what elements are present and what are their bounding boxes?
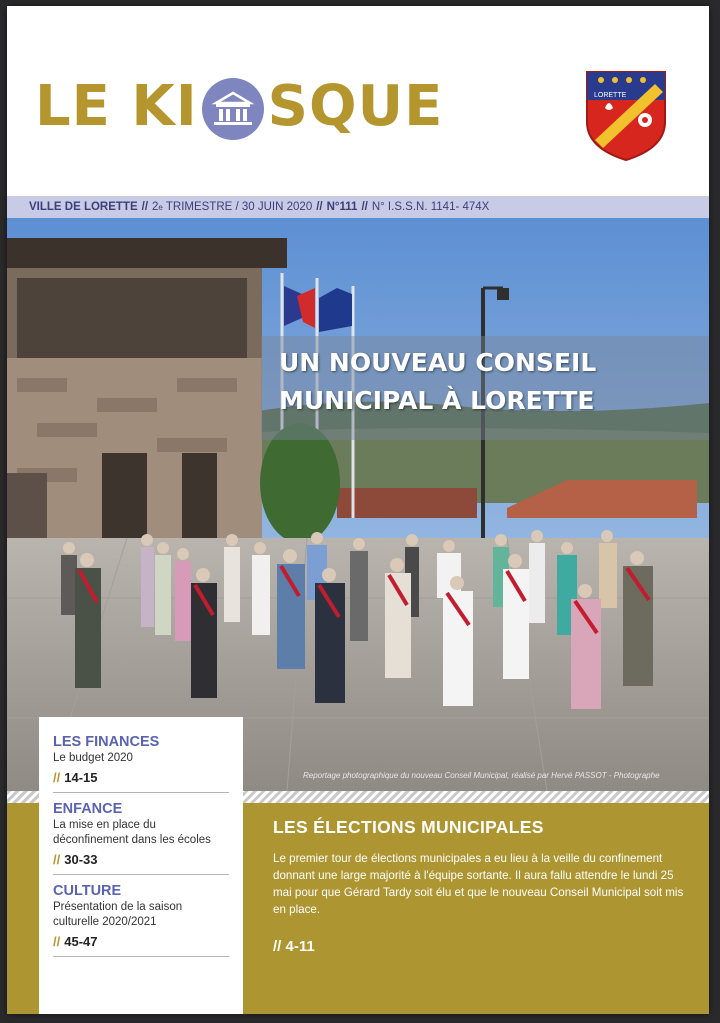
page-range: 4-11: [285, 938, 315, 955]
slash-marker: //: [53, 934, 61, 949]
title-left: LE K: [35, 74, 176, 139]
separator: //: [316, 201, 323, 213]
divider: [53, 956, 229, 957]
feature-title: LES ÉLECTIONS MUNICIPALES: [273, 817, 544, 837]
city-name: VILLE DE LORETTE: [29, 201, 138, 213]
headline-line-2: MUNICIPAL À LORETTE: [279, 386, 595, 415]
issue-info-band: [7, 196, 709, 218]
separator: //: [361, 201, 368, 213]
issn-number: N° I.S.S.N. 1141- 474X: [371, 201, 490, 213]
quarter-number: 2: [152, 201, 159, 213]
crest-icon: [585, 70, 667, 162]
section-pages: [53, 850, 229, 870]
masthead: [7, 6, 709, 196]
section-pages: [53, 768, 229, 788]
cover-headline: [279, 344, 699, 420]
separator: //: [141, 201, 149, 213]
feature-article[interactable]: [273, 816, 693, 955]
divider: [53, 874, 229, 875]
section-title: LES FINANCES: [53, 734, 160, 750]
photo-credit: Reportage photographique du nouveau Conseil Municipal, réalisé par Hervé PASSOT - Photographe: [303, 771, 660, 780]
page-range: 45-47: [64, 934, 98, 949]
page-range: 14-15: [64, 770, 98, 785]
magazine-title: [35, 74, 443, 139]
section-description: La mise en place du déconfinement dans les écoles: [53, 819, 211, 846]
title-right: SQUE: [267, 74, 444, 139]
contents-item-enfance[interactable]: [53, 800, 229, 870]
feature-pages: [273, 938, 693, 955]
contents-item-culture[interactable]: [53, 882, 229, 952]
issue-number: N°111: [326, 201, 358, 213]
quarter-superscript: e: [158, 202, 163, 212]
section-title: ENFANCE: [53, 801, 123, 817]
council-group-photo: [7, 218, 709, 791]
magazine-cover: [7, 6, 709, 1014]
section-description: Présentation de la saison culturelle 2020/2021: [53, 901, 183, 928]
section-pages: [53, 932, 229, 952]
kiosk-building-icon: [202, 78, 264, 140]
title-i: I: [175, 74, 198, 139]
quarter-date: TRIMESTRE / 30 JUIN 2020: [162, 201, 313, 213]
section-title: CULTURE: [53, 883, 122, 899]
slash-marker: //: [53, 852, 61, 867]
slash-marker: //: [53, 770, 61, 785]
feature-text: Le premier tour de élections municipales a eu lieu à la veille du confinement donnant une large majorité à l'équipe sortante. Il aura fallu attendre le lundi 25 mai pour que Gérard Tardy soit élu et que le nouveau Conseil Municipal soit mis en place.: [273, 852, 684, 916]
page-range: 30-33: [64, 852, 98, 867]
slash-marker: //: [273, 938, 282, 955]
headline-line-1: UN NOUVEAU CONSEIL: [279, 348, 597, 377]
crest-text: LORETTE: [594, 92, 627, 99]
contents-item-finances[interactable]: [53, 733, 229, 788]
divider: [53, 792, 229, 793]
section-description: Le budget 2020: [53, 752, 133, 764]
cover-photo: [7, 218, 709, 791]
contents-sidebar: [39, 717, 243, 1014]
